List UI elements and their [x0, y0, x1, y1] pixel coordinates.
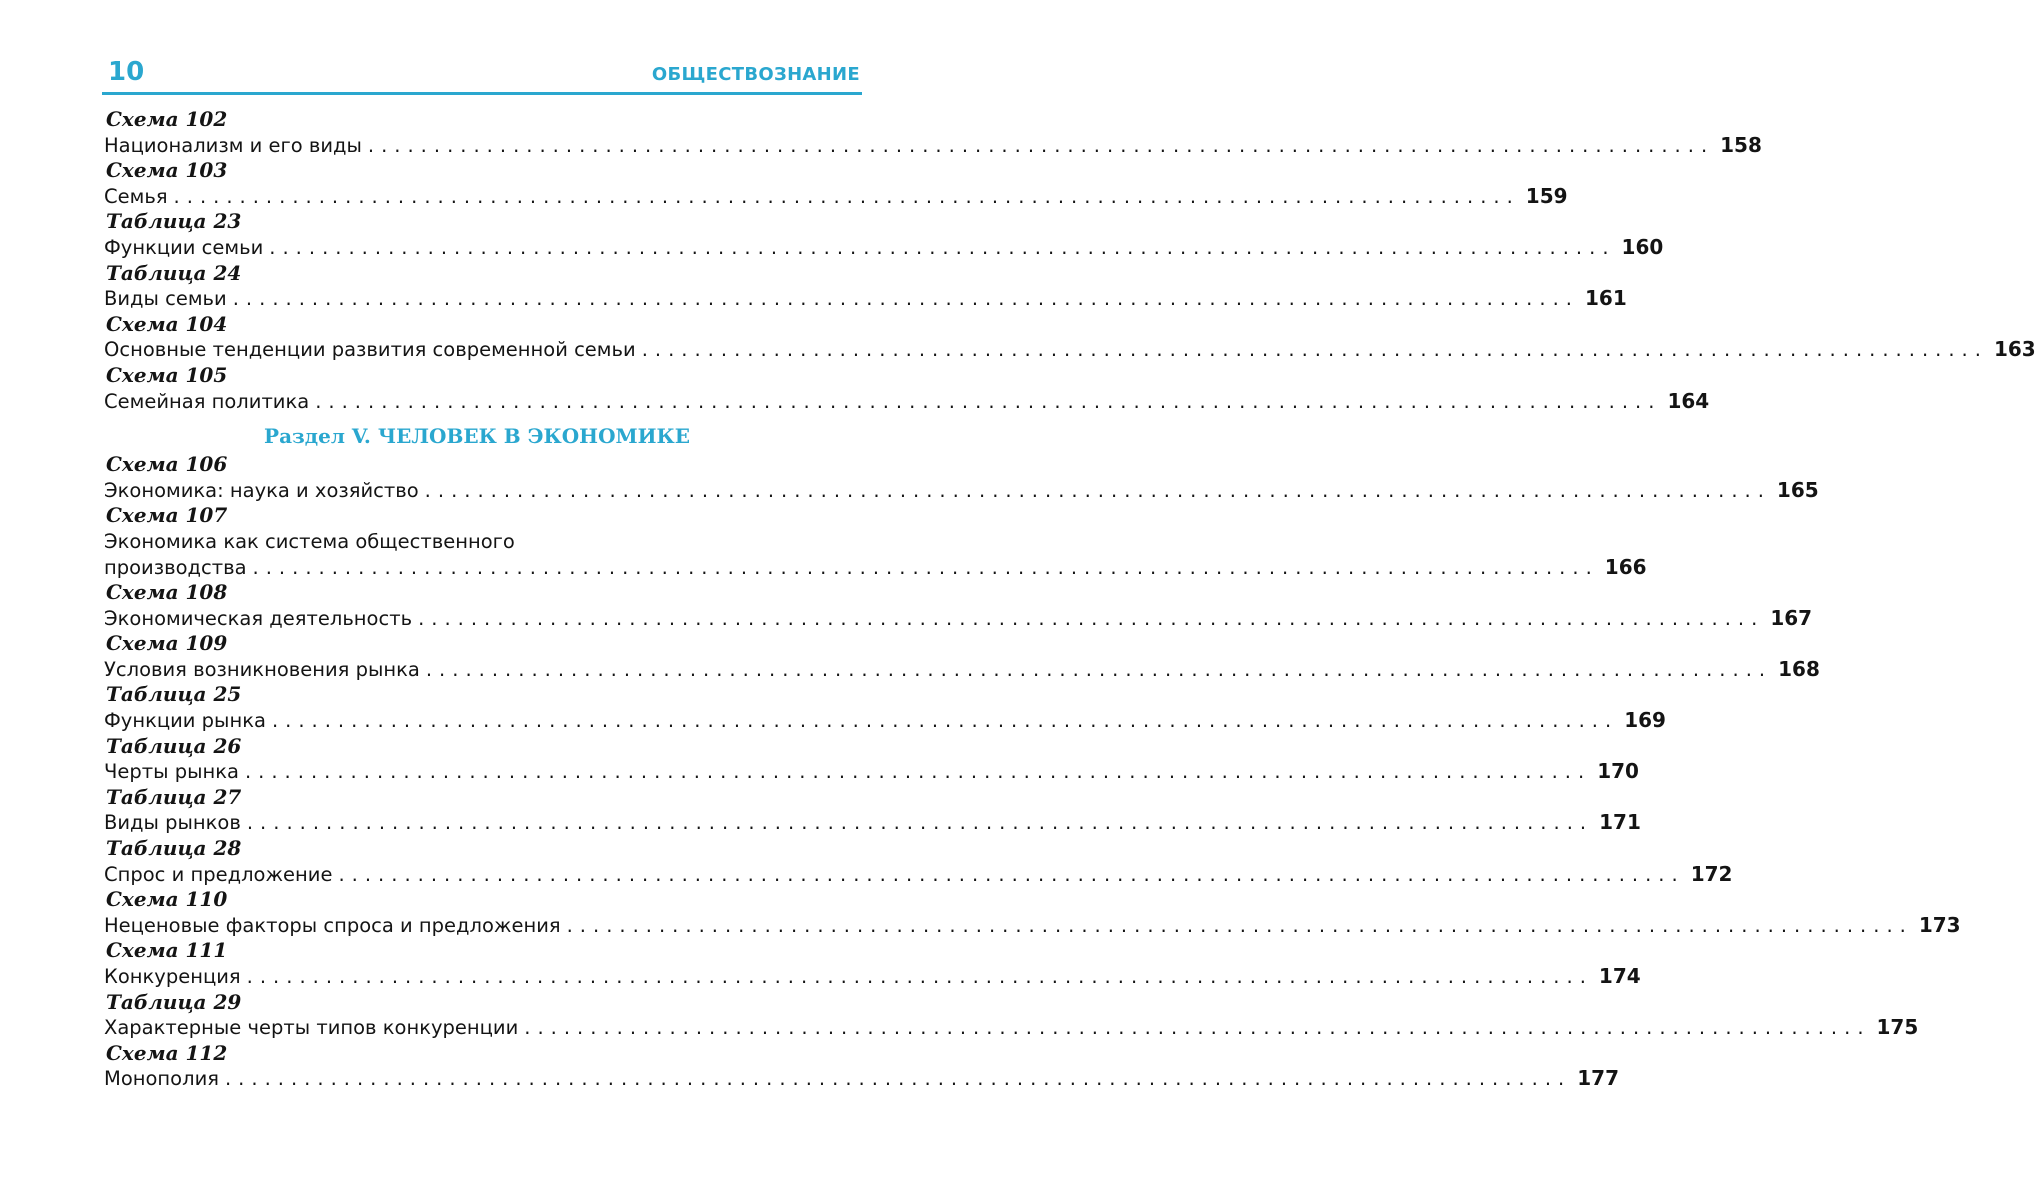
toc-entry-label: Схема 106 — [106, 452, 228, 477]
toc-entry-page: 158 — [1720, 132, 1762, 157]
toc-entry-title: Семейная политика — [104, 389, 310, 413]
toc-entry-label: Таблица 23 — [106, 209, 242, 234]
toc-entry-page: 169 — [1624, 708, 1666, 733]
toc-entry-page: 175 — [1876, 1015, 1919, 1040]
toc-entry-page: 159 — [1525, 183, 1568, 208]
toc-entry-label: Таблица 25 — [106, 682, 242, 707]
dot-leader: ...................................................................................................... — [232, 287, 1579, 311]
toc-entry-title: Неценовые факторы спроса и предложения — [104, 913, 561, 937]
toc-entry-page: 168 — [1778, 656, 1820, 681]
toc-entry-title: Экономика как система общественного — [104, 529, 515, 553]
toc-entry-page: 160 — [1621, 234, 1664, 259]
toc-entry — [104, 311, 2036, 363]
toc-entry-row[interactable] — [104, 337, 2036, 363]
toc-entry-title: Характерные черты типов конкуренции — [104, 1016, 519, 1040]
toc-entry-row[interactable] — [104, 708, 1666, 734]
dot-leader: ...................................................................................................... — [244, 760, 1592, 784]
toc-entry — [104, 209, 1664, 260]
toc-entry-title: Функции рынка — [104, 709, 266, 733]
toc-entry-label: Таблица 29 — [106, 989, 242, 1014]
toc-entry-row[interactable] — [104, 759, 1639, 785]
toc-entry — [104, 580, 1813, 631]
toc-entry-label: Схема 105 — [106, 362, 228, 387]
toc-entry-row[interactable] — [104, 286, 1627, 312]
toc-entry-label: Схема 107 — [106, 503, 228, 528]
toc-entry-label: Схема 110 — [106, 887, 228, 912]
toc-entry-page: 171 — [1599, 810, 1641, 835]
table-of-contents — [104, 107, 2036, 1092]
running-title: ОБЩЕСТВОЗНАНИЕ — [651, 64, 860, 85]
toc-entry-page: 170 — [1597, 759, 1639, 784]
toc-entry — [104, 1040, 1619, 1092]
toc-entry — [104, 107, 1762, 158]
dot-leader: ...................................................................................................... — [173, 184, 1520, 208]
toc-entry-title: Экономика: наука и хозяйство — [104, 478, 419, 502]
toc-entry-row[interactable] — [104, 1015, 1919, 1041]
toc-entry-row[interactable] — [104, 183, 1568, 210]
dot-leader: ...................................................................................................... — [315, 389, 1662, 413]
toc-entry — [104, 503, 1647, 580]
toc-entry-label: Схема 112 — [106, 1040, 228, 1065]
toc-entry-row[interactable] — [104, 388, 1710, 415]
toc-entry-row[interactable] — [104, 529, 1647, 580]
toc-entry-row[interactable] — [104, 1066, 1619, 1092]
dot-leader: ...................................................................................................... — [566, 913, 1913, 937]
toc-entry-page: 166 — [1604, 554, 1647, 579]
toc-entry-label: Схема 111 — [106, 938, 228, 963]
toc-entry-row[interactable] — [104, 234, 1664, 261]
toc-entry-title: Функции семьи — [104, 235, 264, 259]
toc-entry — [104, 836, 1733, 887]
toc-entry-page: 173 — [1918, 912, 1961, 937]
header-rule — [102, 92, 862, 95]
toc-entry-title: Основные тенденции развития современной семьи — [104, 338, 636, 362]
toc-entry-title: Виды семьи — [104, 287, 227, 311]
toc-entry-row[interactable] — [104, 477, 1819, 504]
toc-entry-title: Условия возникновения рынка — [104, 657, 420, 681]
dot-leader: ...................................................................................................... — [338, 862, 1685, 886]
dot-leader: ...................................................................................................... — [252, 555, 1599, 579]
toc-entry-label: Схема 108 — [106, 580, 228, 605]
toc-entry-title: Конкуренция — [104, 965, 241, 988]
toc-entry-title: Черты рынка — [104, 760, 239, 784]
toc-entry-title: Виды рынков — [104, 811, 241, 835]
toc-entry-label: Таблица 28 — [106, 836, 242, 861]
toc-entry — [104, 784, 1641, 836]
page-header — [102, 54, 862, 94]
toc-entry-title: Национализм и его виды — [104, 133, 362, 157]
toc-entry-row[interactable] — [104, 861, 1733, 888]
toc-entry — [104, 158, 1568, 209]
dot-leader: ...................................................................................................... — [418, 606, 1765, 630]
toc-entry-page: 167 — [1770, 605, 1813, 630]
toc-entry — [104, 260, 1627, 312]
toc-entry-page: 177 — [1577, 1066, 1619, 1091]
dot-leader: ...................................................................................................... — [246, 811, 1594, 835]
toc-entry-title: Монополия — [104, 1067, 219, 1091]
dot-leader: ...................................................................................................... — [524, 1016, 1871, 1040]
toc-entry-page: 172 — [1690, 861, 1733, 886]
toc-entry-title: Семья — [104, 184, 168, 208]
toc-entry — [104, 631, 1820, 682]
toc-entry-title: Экономическая деятельность — [104, 606, 413, 630]
dot-leader: ...................................................................................................... — [271, 709, 1619, 733]
toc-entry — [104, 887, 1961, 938]
toc-entry-title: Спрос и предложение — [104, 862, 333, 886]
toc-entry-page: 163 — [1993, 337, 2036, 362]
toc-entry — [104, 938, 1641, 989]
dot-leader: ...................................................................................................... — [367, 133, 1715, 157]
toc-entry-label: Схема 104 — [106, 311, 228, 336]
dot-leader: ...................................................................................................... — [246, 965, 1593, 988]
toc-entry-page: 161 — [1584, 286, 1627, 311]
dot-leader: ...................................................................................................... — [641, 338, 1988, 362]
toc-entry — [104, 682, 1666, 733]
toc-entry — [104, 733, 1639, 785]
toc-entry — [104, 989, 1919, 1041]
toc-entry-row[interactable] — [104, 656, 1820, 683]
toc-entry-page: 165 — [1776, 477, 1819, 502]
toc-entry-title-continuation — [104, 554, 1647, 581]
dot-leader: ...................................................................................................... — [269, 235, 1616, 259]
section-heading[interactable]: Раздел V. ЧЕЛОВЕК В ЭКОНОМИКЕ — [264, 424, 690, 449]
toc-entry-label: Таблица 24 — [106, 260, 242, 285]
page-number: 10 — [108, 57, 145, 87]
toc-entry-page: 164 — [1667, 388, 1710, 413]
toc-entry — [104, 362, 1710, 414]
toc-entry-title-line2: производства — [104, 555, 247, 579]
dot-leader: ...................................................................................................... — [224, 1067, 1572, 1091]
toc-entry-row[interactable] — [104, 605, 1813, 632]
toc-entry-row[interactable] — [104, 912, 1961, 939]
dot-leader: ...................................................................................................... — [425, 657, 1773, 681]
toc-entry-page: 174 — [1598, 964, 1641, 988]
toc-entry-label: Таблица 26 — [106, 733, 242, 758]
dot-leader: ...................................................................................................... — [424, 478, 1771, 502]
toc-entry — [104, 452, 1819, 503]
toc-entry-row[interactable] — [104, 810, 1641, 836]
toc-entry-row[interactable] — [104, 132, 1762, 159]
toc-entry-row[interactable] — [104, 964, 1641, 990]
toc-entry-label: Схема 103 — [106, 158, 228, 183]
toc-entry-label: Таблица 27 — [106, 784, 242, 809]
toc-entry-label: Схема 109 — [106, 631, 228, 656]
toc-entry-label: Схема 102 — [106, 107, 228, 131]
